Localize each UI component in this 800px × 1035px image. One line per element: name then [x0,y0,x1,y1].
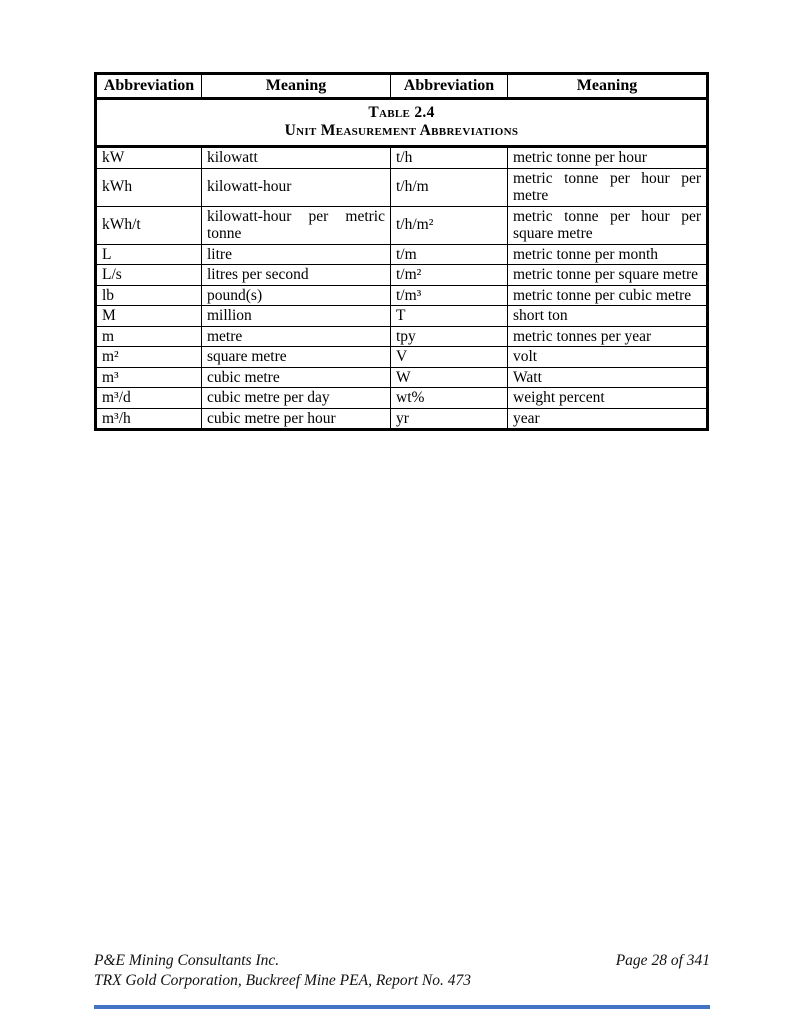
abbr-cell: m³/d [96,388,202,409]
footer-line-1 [94,951,710,971]
abbr-cell: wt% [391,388,508,409]
abbr-cell: m³/h [96,408,202,430]
abbr-cell: V [391,347,508,368]
footer-report-title: TRX Gold Corporation, Buckreef Mine PEA, Report No. 473 [94,972,471,989]
meaning-cell: kilowatt-hour per metric tonne [202,206,391,244]
abbr-cell: m³ [96,367,202,388]
footer-rule [94,1005,710,1009]
table-title-row [96,99,708,147]
abbr-cell: T [391,306,508,327]
column-header-meaning-1: Meaning [202,74,391,99]
abbr-cell: t/h [391,147,508,169]
table-row [96,147,708,169]
meaning-cell: Watt [508,367,708,388]
table-row [96,388,708,409]
meaning-cell: metric tonne per hour per metre [508,168,708,206]
table-row [96,206,708,244]
table-number: Table 2.4 [368,104,435,122]
meaning-cell: cubic metre per day [202,388,391,409]
abbr-cell: t/m [391,244,508,265]
meaning-cell: kilowatt-hour [202,168,391,206]
abbr-cell: m² [96,347,202,368]
abbr-cell: m [96,326,202,347]
meaning-cell: litres per second [202,265,391,286]
abbr-cell: t/h/m [391,168,508,206]
meaning-cell: cubic metre [202,367,391,388]
meaning-cell: metric tonne per square metre [508,265,708,286]
abbr-cell: t/m³ [391,285,508,306]
column-header-abbreviation-2: Abbreviation [391,74,508,99]
meaning-cell: square metre [202,347,391,368]
table-title: Unit Measurement Abbreviations [284,121,519,139]
meaning-cell: weight percent [508,388,708,409]
page-footer [94,951,710,991]
abbr-cell: M [96,306,202,327]
abbr-cell: L/s [96,265,202,286]
meaning-cell: metre [202,326,391,347]
meaning-cell: metric tonnes per year [508,326,708,347]
footer-page-number: Page 28 of 341 [615,952,710,969]
footer-company: P&E Mining Consultants Inc. [94,952,280,969]
meaning-cell: litre [202,244,391,265]
column-header-abbreviation-1: Abbreviation [96,74,202,99]
abbr-cell: t/h/m² [391,206,508,244]
abbr-cell: yr [391,408,508,430]
table-row [96,285,708,306]
abbr-cell: kW [96,147,202,169]
table-row [96,306,708,327]
meaning-cell: short ton [508,306,708,327]
abbr-cell: lb [96,285,202,306]
abbr-cell: t/m² [391,265,508,286]
abbr-cell: L [96,244,202,265]
meaning-cell: year [508,408,708,430]
meaning-cell: metric tonne per hour per square metre [508,206,708,244]
unit-abbreviations-table [94,72,709,431]
meaning-cell: metric tonne per month [508,244,708,265]
table-header-row [96,74,708,99]
meaning-cell: volt [508,347,708,368]
column-header-meaning-2: Meaning [508,74,708,99]
table-row [96,367,708,388]
abbr-cell: kWh [96,168,202,206]
meaning-cell: pound(s) [202,285,391,306]
meaning-cell: kilowatt [202,147,391,169]
table-row [96,168,708,206]
abbr-cell: tpy [391,326,508,347]
abbr-cell: kWh/t [96,206,202,244]
table-row [96,244,708,265]
meaning-cell: metric tonne per cubic metre [508,285,708,306]
meaning-cell: metric tonne per hour [508,147,708,169]
meaning-cell: million [202,306,391,327]
table-row [96,265,708,286]
meaning-cell: cubic metre per hour [202,408,391,430]
table-row [96,347,708,368]
table-row [96,408,708,430]
table-title-cell [96,99,708,147]
abbr-cell: W [391,367,508,388]
table-row [96,326,708,347]
